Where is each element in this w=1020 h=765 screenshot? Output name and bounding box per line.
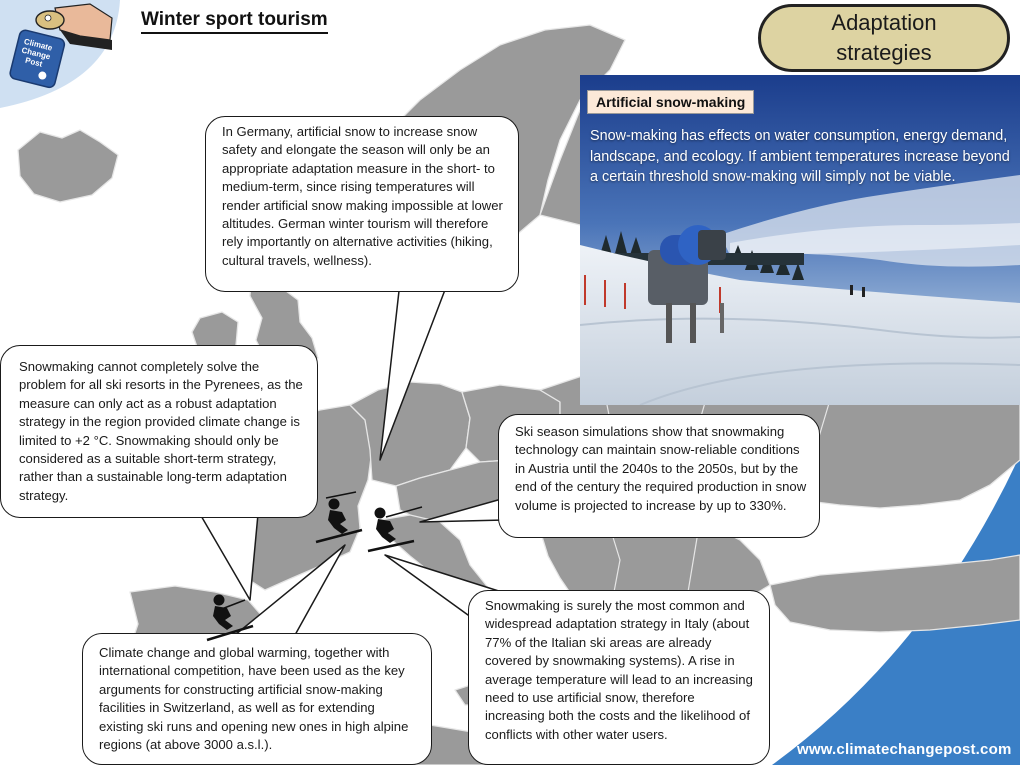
bubble-italy-text: Snowmaking is surely the most common and widespread adaptation strategy in Italy (about 77% of the Italian ski areas are already covered by snowmaking systems). A rise in average temperature will lead to an increasing need to use artificial snow, therefore increasing both the costs and the likelihood of conflicts with other water users.: [485, 598, 753, 742]
badge-line-1: Adaptation: [831, 10, 937, 35]
badge-line-2: strategies: [836, 40, 932, 65]
skier-icon: [312, 490, 372, 548]
bubble-switzerland: [82, 633, 432, 765]
bubble-switzerland-text: Climate change and global warming, together with international competition, have been used as the key arguments for constructing artificial snow-making facilities in Switzerland, as well as for extending existing ski runs and opening new ones in high alpine regions (at above 3000 a.s.l.).: [99, 645, 409, 753]
bubble-austria: [498, 414, 820, 538]
skier-icon: [205, 590, 260, 645]
bubble-pyrenees-text: Snowmaking cannot completely solve the problem for all ski resorts in the Pyrenees, as the measure can only act as a robust adaptation strategy in the region provided climate change is limited to +2 °C. Snowmaking should only be considered as a suitable short-term strategy, rather than a sustainable long-term adaptation strategy.: [19, 359, 303, 503]
bubble-germany-text: In Germany, artificial snow to increase snow safety and elongate the season will only be an appropriate adaptation measure in the short- to medium-term, since rising temperatures will render artificial snow making impossible at lower altitudes. German winter tourism will therefore rely importantly on alternative activities (hiking, cultural travels, wellness).: [222, 124, 503, 268]
page-title: Winter sport tourism: [141, 9, 328, 34]
bubble-pyrenees: [0, 345, 318, 518]
website-url[interactable]: www.climatechangepost.com: [797, 741, 1012, 758]
logo-text: Climate Change Post: [20, 36, 54, 69]
bubble-italy: [468, 590, 770, 765]
feature-title: Artificial snow-making: [587, 90, 754, 114]
feature-text: Snow-making has effects on water consumption, energy demand, landscape, and ecology. If ambient temperatures increase beyond a certain threshold snow-making will simply not be viable.: [590, 128, 1010, 185]
bubble-austria-text: Ski season simulations show that snowmaking technology can maintain snow-reliable conditions in Austria until the 2040s to the 2050s, but by the end of the century the required production in snow volume is projected to increase by up to 330%.: [515, 424, 807, 513]
skier-icon: [366, 503, 426, 558]
bubble-germany: [205, 116, 519, 292]
